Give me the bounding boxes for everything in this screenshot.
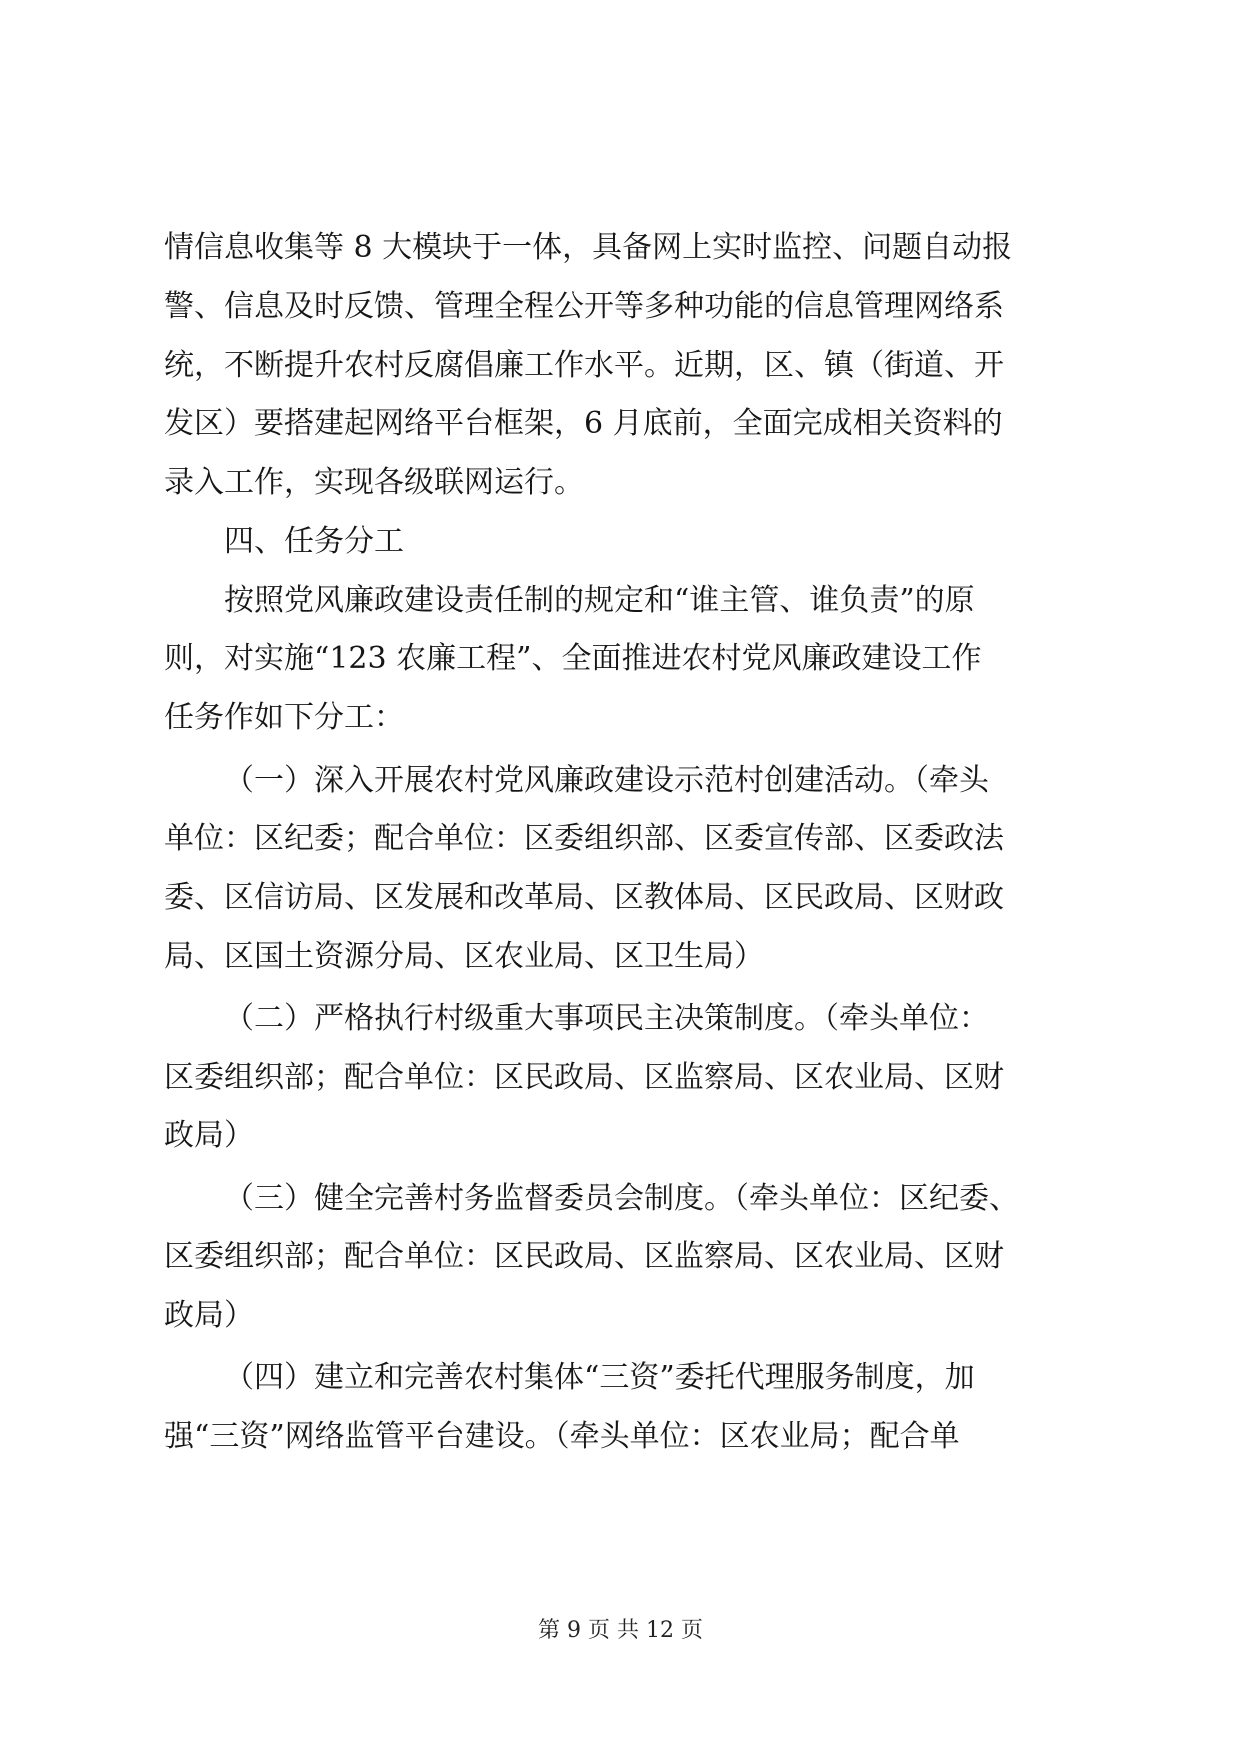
text-line: 政局） <box>164 1118 254 1153</box>
text-line: 发区）要搭建起网络平台框架，6 月底前，全面完成相关资料的 <box>164 406 1003 441</box>
text-line: 警、信息及时反馈、管理全程公开等多种功能的信息管理网络系 <box>164 289 1004 324</box>
text-line: 按照党风廉政建设责任制的规定和“谁主管、谁负责”的原 <box>224 583 975 618</box>
text-line: 政局） <box>164 1298 254 1333</box>
list-item-2: （二）严格执行村级重大事项民主决策制度。（牵头单位： <box>224 1001 989 1036</box>
text-line: 任务作如下分工： <box>164 700 404 735</box>
text-line: 强“三资”网络监管平台建设。（牵头单位：区农业局；配合单 <box>164 1419 960 1454</box>
list-item-1: （一）深入开展农村党风廉政建设示范村创建活动。（牵头 <box>224 763 989 798</box>
text-line: 则，对实施“123 农廉工程”、全面推进农村党风廉政建设工作 <box>164 641 982 676</box>
text-line: 情信息收集等 8 大模块于一体，具备网上实时监控、问题自动报 <box>164 230 1013 265</box>
text-line: 统，不断提升农村反腐倡廉工作水平。近期，区、镇（街道、开 <box>164 348 1004 383</box>
text-line: 单位：区纪委；配合单位：区委组织部、区委宣传部、区委政法 <box>164 821 1004 856</box>
text-line: 委、区信访局、区发展和改革局、区教体局、区民政局、区财政 <box>164 880 1004 915</box>
list-item-3: （三）健全完善村务监督委员会制度。（牵头单位：区纪委、 <box>224 1181 1019 1216</box>
text-line: 录入工作，实现各级联网运行。 <box>164 465 584 500</box>
list-item-4: （四）建立和完善农村集体“三资”委托代理服务制度，加 <box>224 1360 975 1395</box>
page-number-footer: 第 9 页 共 12 页 <box>538 1618 703 1643</box>
text-line: 局、区国土资源分局、区农业局、区卫生局） <box>164 939 764 974</box>
text-line: 区委组织部；配合单位：区民政局、区监察局、区农业局、区财 <box>164 1060 1004 1095</box>
section-heading: 四、任务分工 <box>224 524 404 559</box>
text-line: 区委组织部；配合单位：区民政局、区监察局、区农业局、区财 <box>164 1239 1004 1274</box>
